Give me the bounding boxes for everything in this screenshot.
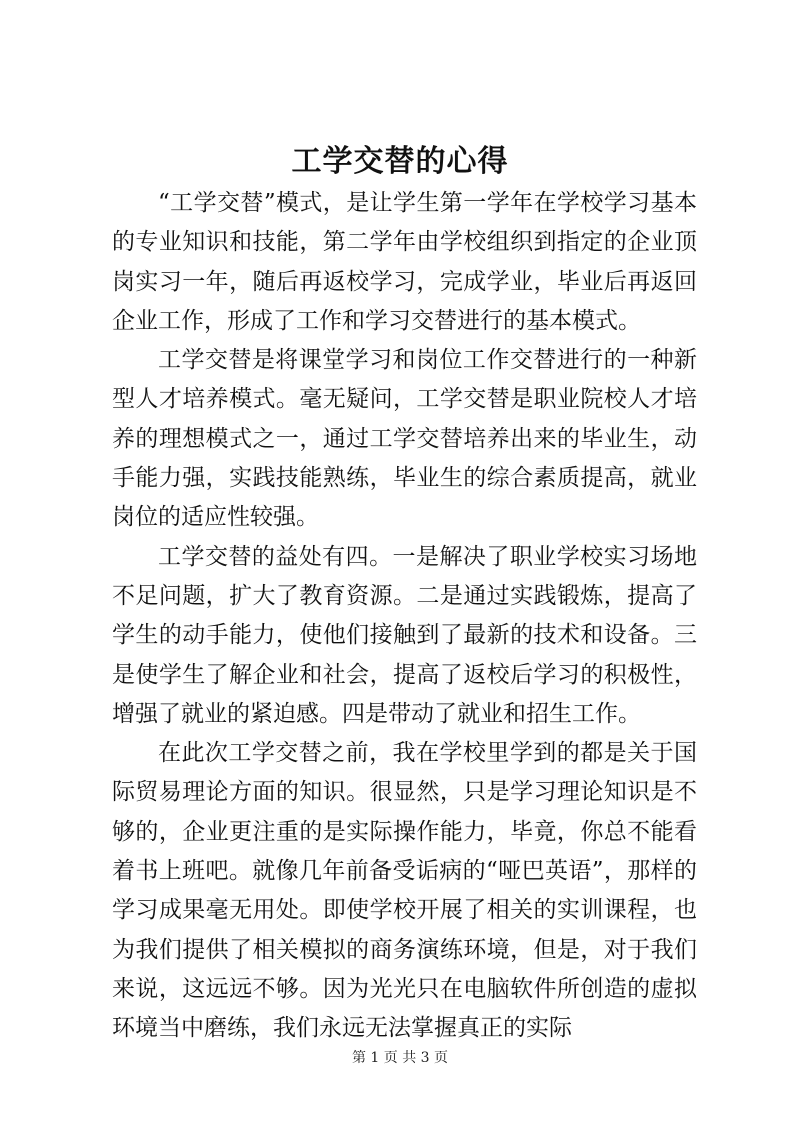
document-body: [112, 184, 697, 1049]
paragraph-2: 工学交替是将课堂学习和岗位工作交替进行的一种新型人才培养模式。毫无疑问，工学交替是职业院校人才培养的理想模式之一，通过工学交替培养出来的毕业生，动手能力强，实践技能熟练，毕业生的综合素质提高，就业岗位的适应性较强。: [112, 347, 697, 531]
document-title: 工学交替的心得: [291, 144, 509, 179]
page-footer: 第 1 页 共 3 页: [351, 1050, 449, 1066]
paragraph-4: 在此次工学交替之前，我在学校里学到的都是关于国际贸易理论方面的知识。很显然，只是学习理论知识是不够的，企业更注重的是实际操作能力，毕竟，你总不能看着书上班吧。就像几年前备受诟病的“哑巴英语”，那样的学习成果毫无用处。即使学校开展了相关的实训课程，也为我们提供了相关模拟的商务演练环境，但是，对于我们来说，这远远不够。因为光光只在电脑软件所创造的虚拟环境当中磨练，我们永远无法掌握真正的实际: [112, 740, 697, 1042]
paragraph-1: “工学交替”模式，是让学生第一学年在学校学习基本的专业知识和技能，第二学年由学校组织到指定的企业顶岗实习一年，随后再返校学习，完成学业，毕业后再返回企业工作，形成了工作和学习交替进行的基本模式。: [112, 190, 697, 334]
paragraph-3: 工学交替的益处有四。一是解决了职业学校实习场地不足问题，扩大了教育资源。二是通过实践锻炼，提高了学生的动手能力，使他们接触到了最新的技术和设备。三是使学生了解企业和社会，提高了返校后学习的积极性，增强了就业的紧迫感。四是带动了就业和招生工作。: [112, 543, 697, 727]
